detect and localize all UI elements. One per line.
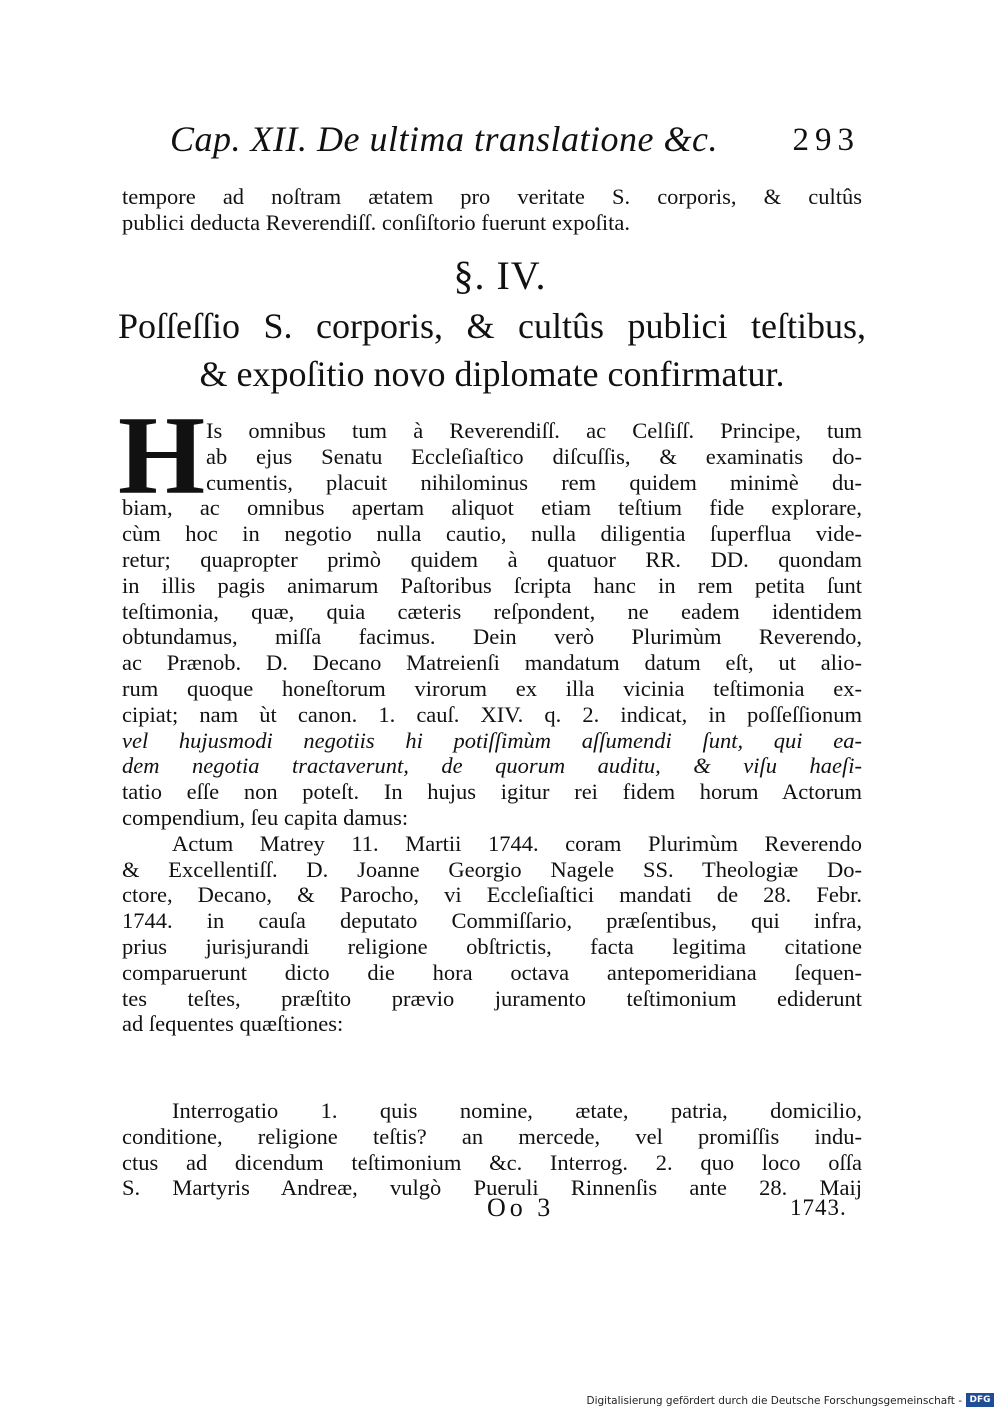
text-line: comparuerunt dicto die hora octava antepomeridiana ſequen-	[122, 959, 862, 985]
text-line: ac Prænob. D. Decano Matreienſi mandatum datum eſt, ut alio-	[122, 650, 862, 676]
text-line: Actum Matrey 11. Martii 1744. coram Plurimùm Reverendo	[172, 830, 862, 856]
text-line: rum quoque honeſtorum virorum ex illa vicinia teſtimonia ex-	[122, 675, 862, 701]
text-line: ctore, Decano, & Parocho, vi Eccleſiaſtici mandati de 28. Febr.	[122, 882, 862, 908]
text-line: conditione, religione teſtis? an mercede, vel promiſſis indu-	[122, 1123, 862, 1149]
running-header-title: Cap. XII. De ultima translatione &c.	[170, 119, 718, 159]
text-line: compendium, ſeu capita damus:	[122, 804, 409, 830]
text-line: publici deducta Reverendiſſ. conſiſtorio fuerunt expoſita.	[122, 209, 630, 235]
text-line: cumentis, placuit nihilominus rem quidem minimè du-	[206, 469, 862, 495]
text-line: cùm hoc in negotio nulla cautio, nulla diligentia ſuperflua vide-	[122, 521, 862, 547]
body-paragraph	[122, 418, 862, 1037]
text-line: Is omnibus tum à Reverendiſſ. ac Celſiſſ. Principe, tum	[206, 418, 862, 443]
text-line: vel hujusmodi negotiis hi potiſſimùm aſſumendi ſunt, qui ea-	[122, 727, 862, 753]
section-heading	[118, 302, 866, 398]
intro-paragraph	[122, 184, 862, 236]
text-line: ad ſequentes quæſtiones:	[122, 1011, 344, 1037]
question-paragraph	[122, 1098, 862, 1201]
text-line: & Excellentiſſ. D. Joanne Georgio Nagele SS. Theologiæ Do-	[122, 856, 862, 882]
text-line: ctus ad dicendum teſtimonium &c. Interrog. 2. quo loco oſſa	[122, 1149, 862, 1175]
section-heading-line: Poſſeſſio S. corporis, & cultûs publici teſtibus,	[118, 306, 866, 346]
text-line: tatio eſſe non poteſt. In hujus igitur rei fidem horum Actorum	[122, 779, 862, 805]
catchword: 1743.	[790, 1195, 847, 1220]
text-line: S. Martyris Andreæ, vulgò Pueruli Rinnenſis ante 28. Maij	[122, 1175, 862, 1201]
text-line: prius jurisjurandi religione obſtrictis, facta legitima citatione	[122, 933, 862, 959]
dfg-logo[interactable]: DFG	[966, 1393, 994, 1407]
digitization-credit: Digitalisierung gefördert durch die Deutsche Forschungsgemeinschaft -	[586, 1395, 962, 1407]
text-line: Interrogatio 1. quis nomine, ætate, patria, domicilio,	[172, 1098, 862, 1123]
text-line: in illis pagis animarum Paſtoribus ſcripta hanc in rem petita ſunt	[122, 572, 862, 598]
text-line: tes teſtes, præſtito prævio juramento teſtimonium ediderunt	[122, 985, 862, 1011]
text-line: cipiat; nam ùt canon. 1. cauſ. XIV. q. 2. indicat, in poſſeſſionum	[122, 701, 862, 727]
text-line: dem negotia tractaverunt, de quorum auditu, & viſu haeſi-	[122, 753, 862, 779]
text-line: ab ejus Senatu Eccleſiaſtico diſcuſſis, & examinatis do-	[206, 443, 862, 469]
signature-mark: Oo 3	[487, 1193, 555, 1222]
text-line: biam, ac omnibus apertam aliquot etiam teſtium fide explorare,	[122, 495, 862, 521]
section-heading-line: & expoſitio novo diplomate confirmatur.	[199, 354, 785, 394]
text-line: tempore ad noſtram ætatem pro veritate S. corporis, & cultûs	[122, 184, 862, 209]
drop-cap-initial: H	[118, 394, 206, 518]
text-line: retur; quapropter primò quidem à quatuor RR. DD. quondam	[122, 546, 862, 572]
section-number: §. IV.	[453, 253, 547, 298]
text-line: obtundamus, miſſa facimus. Dein verò Plurimùm Reverendo,	[122, 624, 862, 650]
page-number: 293	[792, 122, 860, 158]
running-header	[120, 118, 860, 168]
text-line: 1744. in cauſa deputato Commiſſario, præſentibus, qui infra,	[122, 908, 862, 934]
text-line: teſtimonia, quæ, quia cæteris reſpondent, ne eadem identidem	[122, 598, 862, 624]
